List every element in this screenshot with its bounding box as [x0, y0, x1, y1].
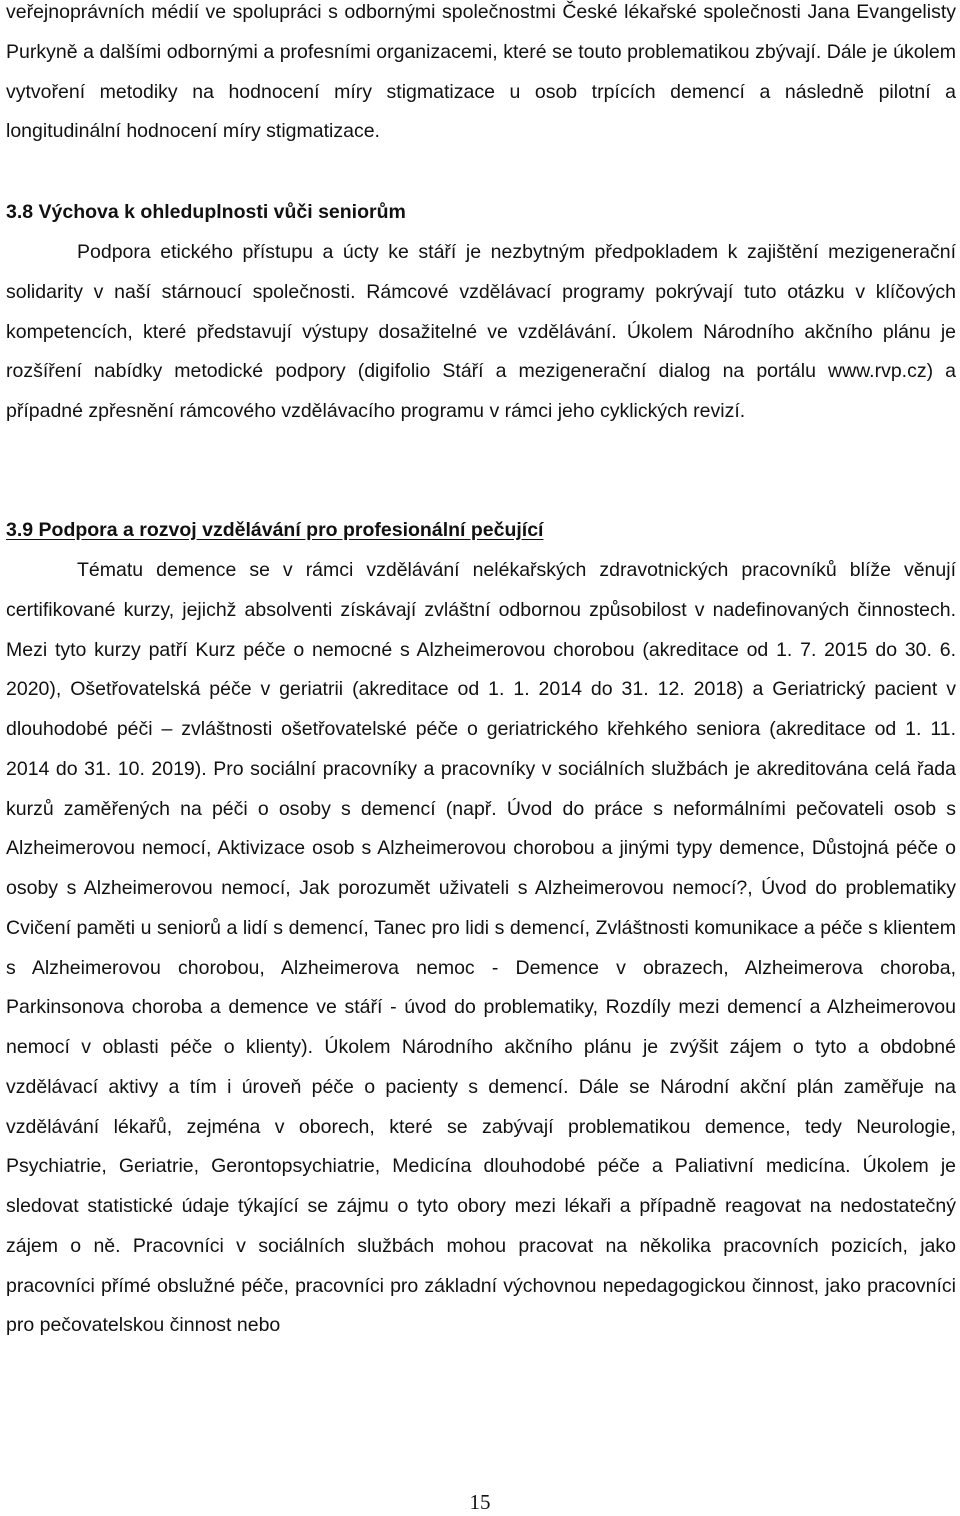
section-heading-3-9: 3.9 Podpora a rozvoj vzdělávání pro profesionální pečující: [6, 519, 544, 541]
section-3-8-text: Podpora etického přístupu a úcty ke stáří je nezbytným předpokladem k zajištění mezigenerační solidarity v naší stárnoucí společnosti. Rámcové vzdělávací programy pokrývají tuto otázku v klíčových kompetencích, které představují výstupy dosažitelné ve vzdělávání. Úkolem Národního akčního plánu je rozšíření nabídky metodické podpory (digifolio Stáří a mezigenerační dialog na portálu www.rvp.cz) a případné zpřesnění rámcového vzdělávacího programu v rámci jeho cyklických revizí.: [6, 241, 956, 422]
section-heading-3-8: 3.8 Výchova k ohleduplnosti vůči seniorům: [6, 201, 406, 223]
section-3-9-paragraph: [6, 551, 956, 1346]
section-3-9-text: Tématu demence se v rámci vzdělávání nelékařských zdravotnických pracovníků blíže věnují certifikované kurzy, jejichž absolventi získávají zvláštní odbornou způsobilost v nadefinovaných činnostech. Mezi tyto kurzy patří Kurz péče o nemocné s Alzheimerovou chorobou (akreditace od 1. 7. 2015 do 30. 6. 2020), Ošetřovatelská péče v geriatrii (akreditace od 1. 1. 2014 do 31. 12. 2018) a Geriatrický pacient v dlouhodobé péči – zvláštnosti ošetřovatelské péče o geriatrického křehkého seniora (akreditace od 1. 11. 2014 do 31. 10. 2019). Pro sociální pracovníky a pracovníky v sociálních službách je akreditována celá řada kurzů zaměřených na péči o osoby s demencí (např. Úvod do práce s neformálními pečovateli osob s Alzheimerovou nemocí, Aktivizace osob s Alzheimerovou chorobou a jinými typy demence, Důstojná péče o osoby s Alzheimerovou nemocí, Jak porozumět uživateli s Alzheimerovou nemocí?, Úvod do problematiky Cvičení paměti u seniorů a lidí s demencí, Tanec pro lidi s demencí, Zvláštnosti komunikace a péče s klientem s Alzheimerovou chorobou, Alzheimerova nemoc - Demence v obrazech, Alzheimerova choroba, Parkinsonova choroba a demence ve stáří - úvod do problematiky, Rozdíly mezi demencí a Alzheimerovou nemocí v oblasti péče o klienty). Úkolem Národního akčního plánu je zvýšit zájem o tyto a obdobné vzdělávací aktivy a tím i úroveň péče o pacienty s demencí. Dále se Národní akční plán zaměřuje na vzdělávání lékařů, zejména v oborech, které se zabývají problematikou demence, tedy Neurologie, Psychiatrie, Geriatrie, Gerontopsychiatrie, Medicína dlouhodobé péče a Paliativní medicína. Úkolem je sledovat statistické údaje týkající se zájmu o tyto obory mezi lékaři a případně reagovat na nedostatečný zájem o ně. Pracovníci v sociálních službách mohou pracovat na několika pracovních pozicích, jako pracovníci přímé obslužné péče, pracovníci pro základní výchovnou nepedagogickou činnost, jako pracovníci pro pečovatelskou činnost nebo: [6, 559, 956, 1337]
section-3-8-paragraph: [6, 233, 956, 432]
section-3-8-body: [6, 233, 956, 432]
intro-paragraph: veřejnoprávních médií ve spolupráci s odbornými společnostmi České lékařské společnosti Jana Evangelisty Purkyně a dalšími odbornými a profesními organizacemi, které se touto problematikou zbývají. Dále je úkolem vytvoření metodiky na hodnocení míry stigmatizace u osob trpících demencí a následně pilotní a longitudinální hodnocení míry stigmatizace.: [6, 1, 956, 143]
section-3-9-body: [6, 551, 956, 1346]
page-number: 15: [469, 1490, 491, 1514]
